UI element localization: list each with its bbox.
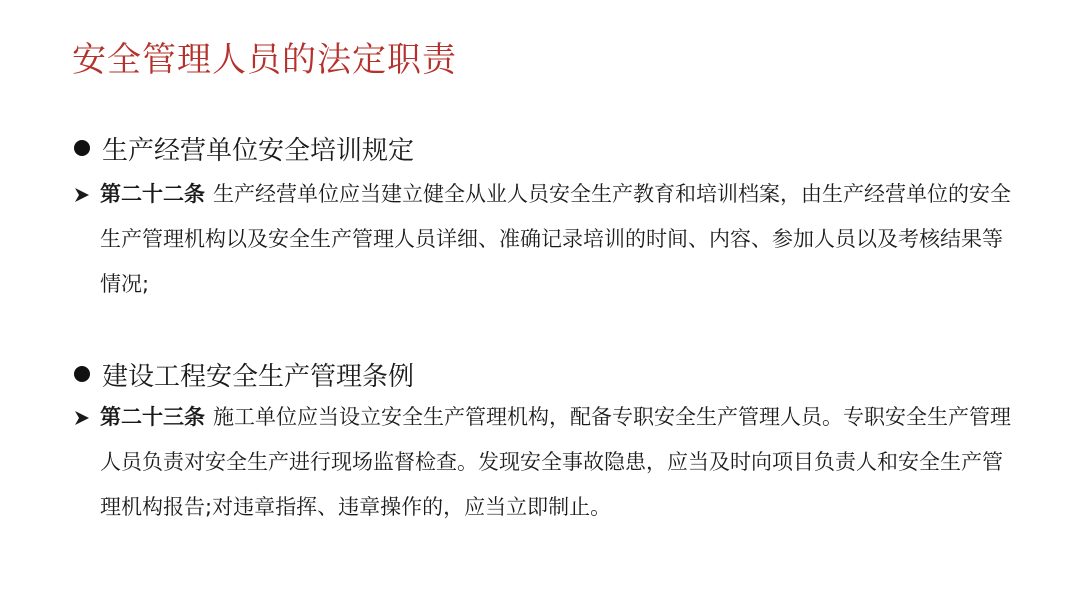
section-heading-label: 生产经营单位安全培训规定 [102, 135, 415, 166]
article-reference: 第二十三条 [100, 405, 205, 429]
article-body: 施工单位应当设立安全生产管理机构，配备专职安全生产管理人员。专职安全生产管理人员负责对安全生产进行现场监督检查。发现安全事故隐患，应当及时向项目负责人和安全生产管理机构报告;对违章指挥、违章操作的，应当立即制止。 [100, 405, 1011, 519]
article-paragraph-22 [100, 172, 1012, 307]
arrowhead-right-icon [74, 187, 90, 203]
bullet-dot-icon [74, 140, 90, 156]
section-heading-label: 建设工程安全生产管理条例 [102, 361, 415, 392]
article-paragraph-23 [100, 395, 1012, 530]
section-heading-construction [74, 356, 414, 392]
bullet-dot-icon [74, 366, 90, 382]
section-heading-training [74, 130, 414, 166]
arrowhead-right-icon [74, 410, 90, 426]
article-reference: 第二十二条 [100, 182, 205, 206]
article-body: 生产经营单位应当建立健全从业人员安全生产教育和培训档案，由生产经营单位的安全生产管理机构以及安全生产管理人员详细、准确记录培训的时间、内容、参加人员以及考核结果等情况; [100, 182, 1011, 296]
slide-title: 安全管理人员的法定职责 [72, 40, 457, 80]
